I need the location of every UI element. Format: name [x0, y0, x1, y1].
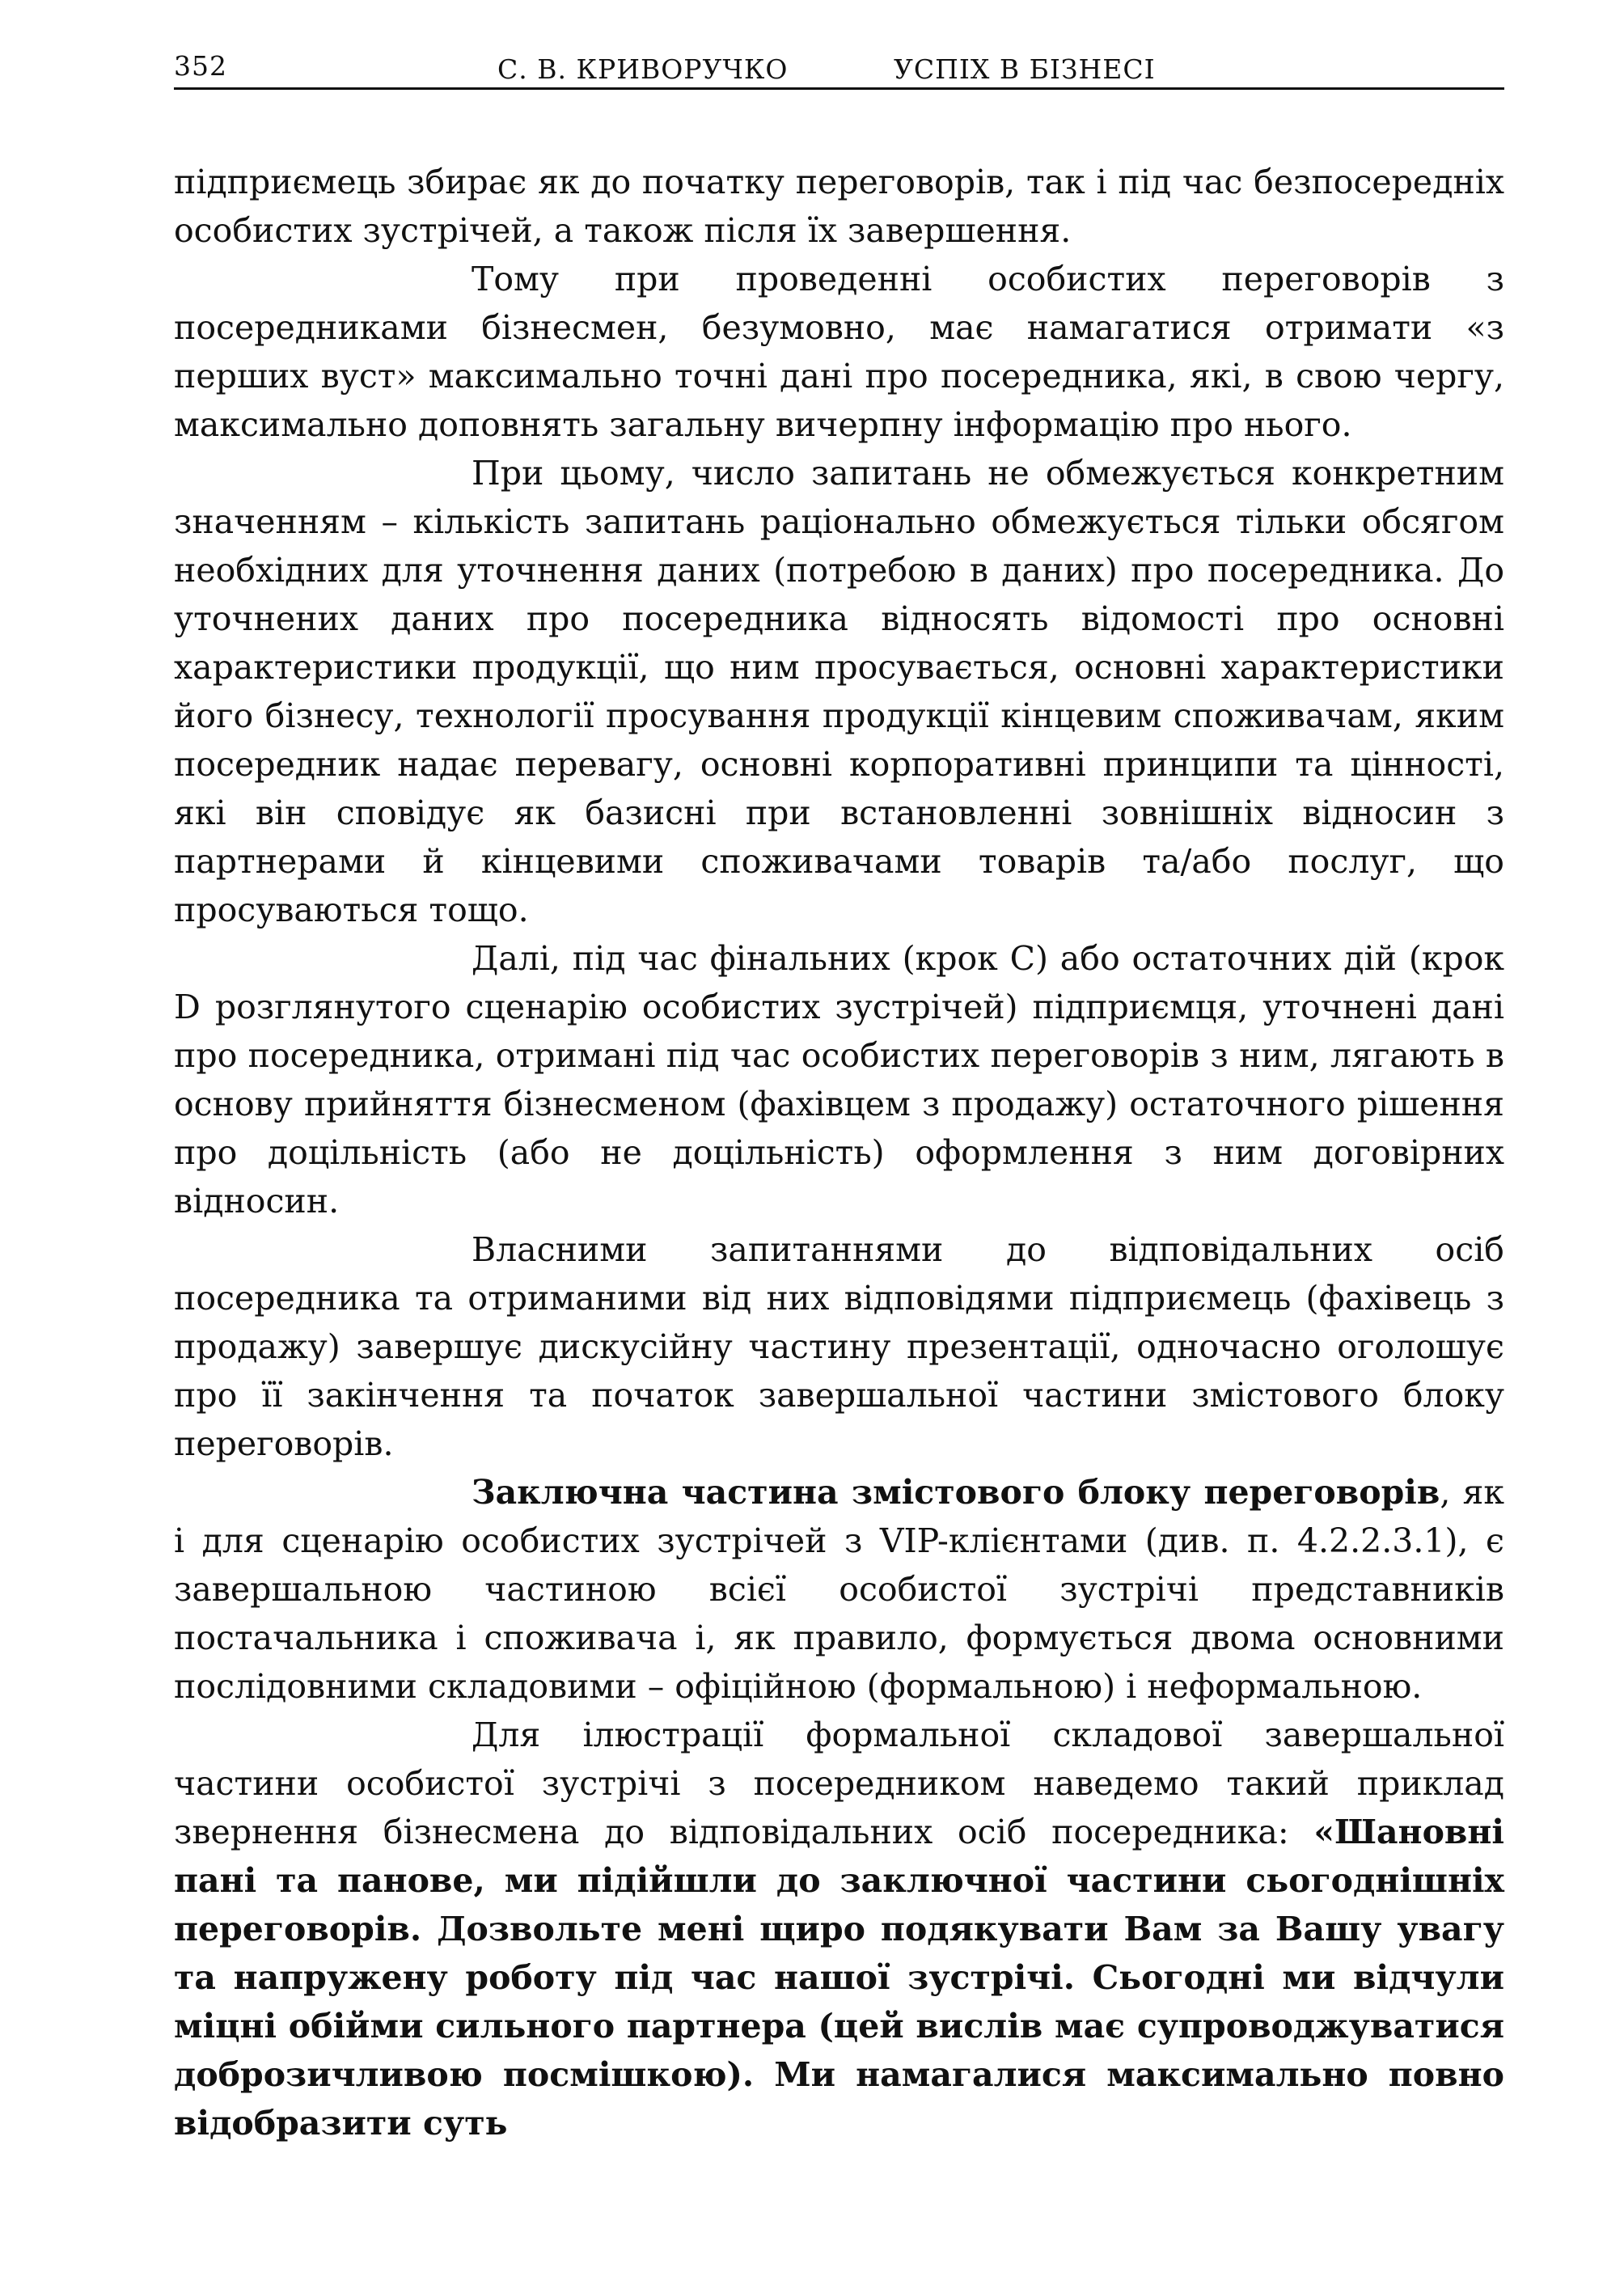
running-header — [174, 47, 1504, 90]
paragraph: Для ілюстрації формальної складової завершальної частини особистої зустрічі з посередником наведемо такий приклад звернення бізнесмена до відповідальних осіб посередника: «Шановні пані та панове, ми підійшли до заключної частини сьогоднішніх переговорів. Дозвольте мені щиро подякувати Вам за Вашу увагу та напружену роботу під час нашої зустрічі. Сьогодні ми відчули міцні обійми сильного партнера (цей вислів має супроводжуватися доброзичливою посмішкою). Ми намагалися максимально повно відобразити суть — [174, 1716, 1504, 2143]
paragraph: Заключна частина змістового блоку переговорів, як і для сценарію особистих зустрічей з VIP-клієнтами (див. п. 4.2.2.3.1), є завершальною частиною всієї особистої зустрічі представників постачальника і споживача і, як правило, формується двома основними послідовними складовими – офіційною (формальною) і неформальною. — [174, 1473, 1504, 1706]
paragraph: Тому при проведенні особистих переговорів з посередниками бізнесмен, безумовно, має намагатися отримати «з перших вуст» максимально точні дані про посередника, які, в свою чергу, максимально доповнять загальну вичерпну інформацію про нього. — [174, 260, 1504, 444]
paragraph: При цьому, число запитань не обмежується конкретним значенням – кількість запитань раціонально обмежується тільки обсягом необхідних для уточнення даних (потребою в даних) про посередника. До уточнених даних про посередника відносять відомості про основні характеристики продукції, що ним просувається, основні характеристики його бізнесу, технології просування продукції кінцевим споживачам, яким посередник надає перевагу, основні корпоративні принципи та цінності, які він сповідує як базисні при встановленні зовнішніх відносин з партнерами й кінцевими споживачами товарів та/або послуг, що просуваються тощо. — [174, 454, 1504, 929]
header-author: С. В. КРИВОРУЧКО — [497, 53, 789, 85]
paragraph: підприємець збирає як до початку переговорів, так і під час безпосередніх особистих зустрічей, а також після їх завершення. — [174, 163, 1504, 250]
paragraph: Далі, під час фінальних (крок С) або остаточних дій (крок D розглянутого сценарію особистих зустрічей) підприємця, уточнені дані про посередника, отримані під час особистих переговорів з ним, лягають в основу прийняття бізнесменом (фахівцем з продажу) остаточного рішення про доцільність (або не доцільність) оформлення з ним договірних відносин. — [174, 939, 1504, 1221]
page-number: 352 — [174, 50, 227, 82]
header-book-title: УСПІХ В БІЗНЕСІ — [894, 53, 1156, 85]
bold-quote: «Шановні пані та панове, ми підійшли до заключної частини сьогоднішніх переговорів. Дозвольте мені щиро подякувати Вам за Вашу увагу та напружену роботу під час нашої зустрічі. Сьогодні ми відчули міцні обійми сильного партнера (цей вислів має супроводжуватися доброзичливою посмішкою). Ми намагалися максимально повно відобразити суть — [174, 1813, 1504, 2143]
paragraph: Власними запитаннями до відповідальних осіб посередника та отриманими від них відповідями підприємець (фахівець з продажу) завершує дискусійну частину презентації, одночасно оголошує про її закінчення та початок завершальної частини змістового блоку переговорів. — [174, 1230, 1504, 1463]
body-text — [174, 158, 1504, 2147]
bold-term: Заключна частина змістового блоку переговорів — [472, 1473, 1440, 1512]
